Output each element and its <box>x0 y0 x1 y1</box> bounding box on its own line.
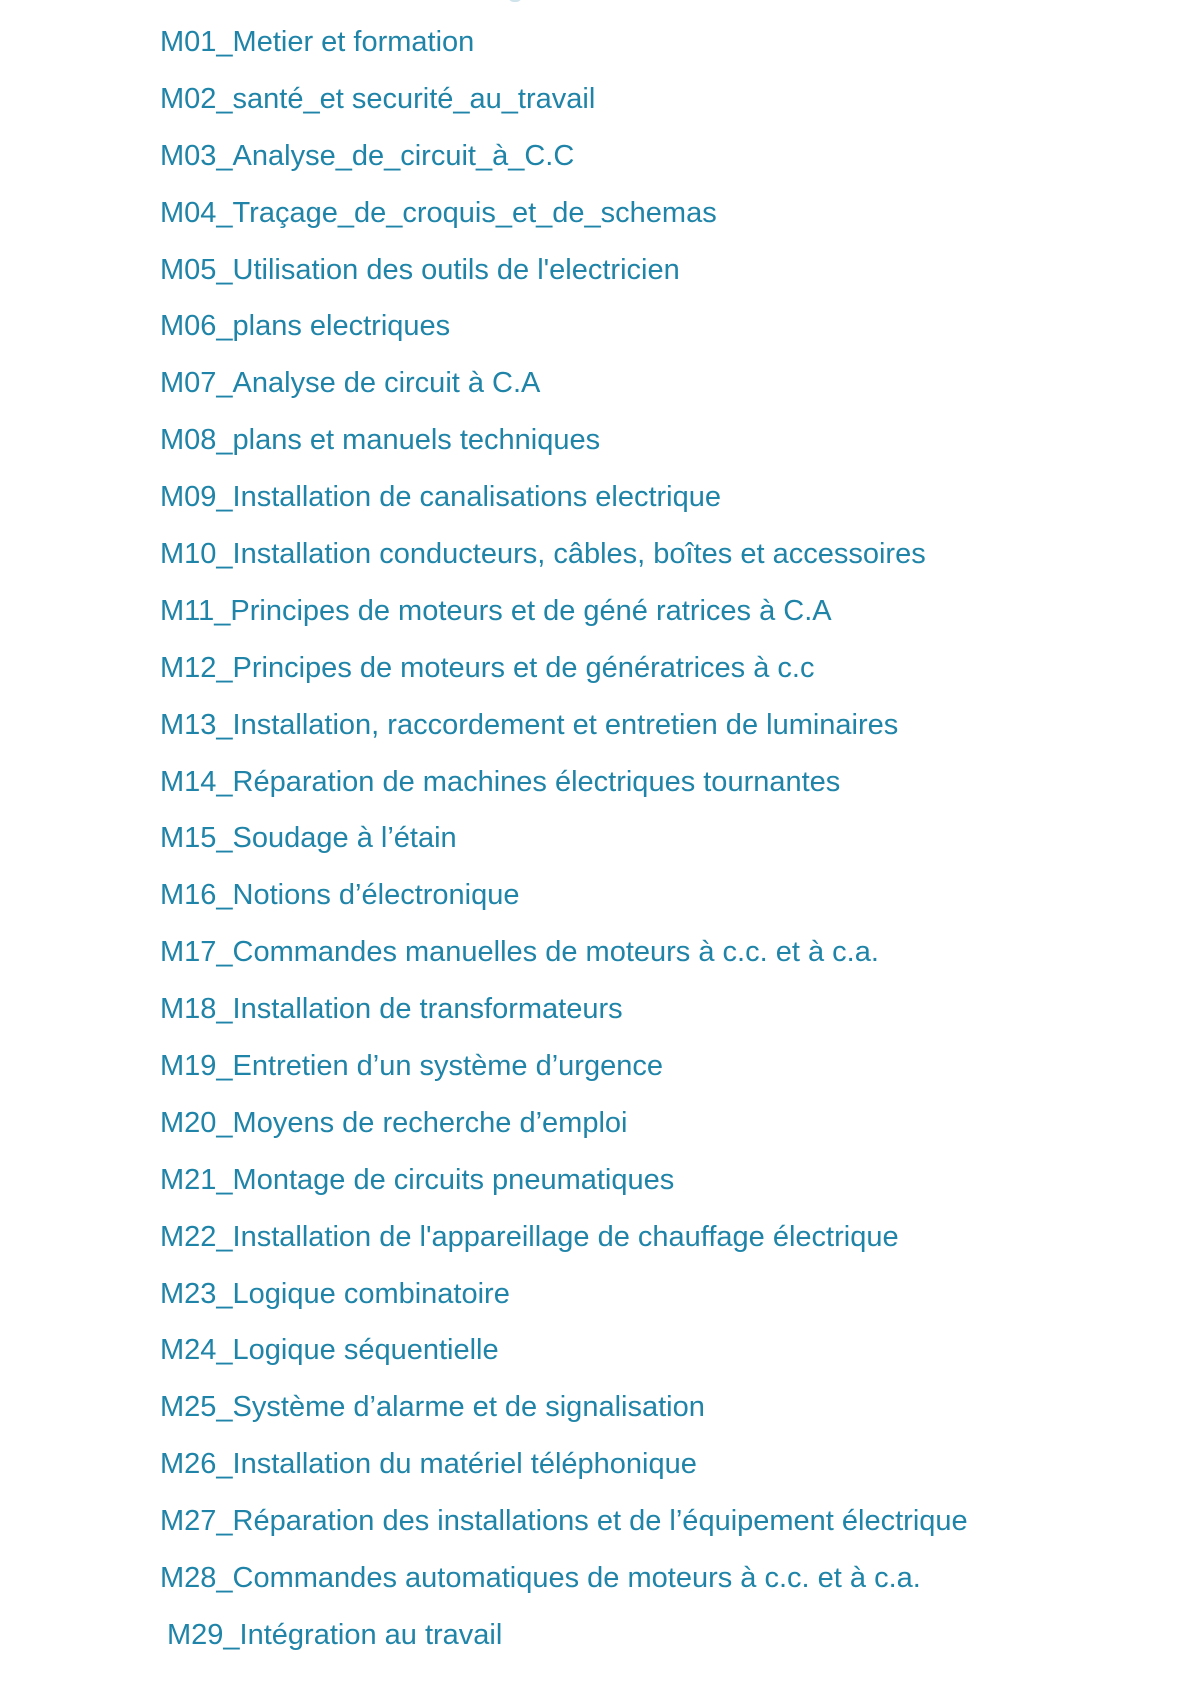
module-item-m21 <box>160 1158 1160 1215</box>
cropped-glyph-top <box>508 0 522 2</box>
module-item-m01 <box>160 20 1160 77</box>
module-link-m07[interactable]: M07_Analyse de circuit à C.A <box>160 367 541 400</box>
module-link-m28[interactable]: M28_Commandes automatiques de moteurs à c.c. et à c.a. <box>160 1562 921 1595</box>
module-link-m15[interactable]: M15_Soudage à l’étain <box>160 822 457 855</box>
module-item-m12 <box>160 646 1160 703</box>
module-link-m05[interactable]: M05_Utilisation des outils de l'electricien <box>160 253 680 286</box>
module-item-m10 <box>160 532 1160 589</box>
module-link-m06[interactable]: M06_plans electriques <box>160 310 451 343</box>
module-item-m07 <box>160 361 1160 418</box>
module-link-m17[interactable]: M17_Commandes manuelles de moteurs à c.c. et à c.a. <box>160 936 879 969</box>
module-item-m13 <box>160 703 1160 760</box>
module-link-m01[interactable]: M01_Metier et formation <box>160 26 475 58</box>
module-item-m17 <box>160 930 1160 987</box>
module-link-m24[interactable]: M24_Logique séquentielle <box>160 1334 499 1367</box>
module-item-m23 <box>160 1272 1160 1329</box>
module-link-m26[interactable]: M26_Installation du matériel téléphonique <box>160 1448 697 1481</box>
module-link-m09[interactable]: M09_Installation de canalisations electrique <box>160 481 722 514</box>
module-link-m19[interactable]: M19_Entretien d’un système d’urgence <box>160 1050 663 1083</box>
module-item-m14 <box>160 760 1160 817</box>
module-link-m12[interactable]: M12_Principes de moteurs et de génératrices à c.c <box>160 651 815 684</box>
module-item-m04 <box>160 191 1160 248</box>
module-item-m08 <box>160 418 1160 475</box>
module-item-m06 <box>160 304 1160 361</box>
module-list <box>160 20 1160 1670</box>
module-item-m03 <box>160 134 1160 191</box>
module-link-m13[interactable]: M13_Installation, raccordement et entretien de luminaires <box>160 708 899 741</box>
module-item-m25 <box>160 1385 1160 1442</box>
module-link-m23[interactable]: M23_Logique combinatoire <box>160 1277 510 1310</box>
module-link-m20[interactable]: M20_Moyens de recherche d’emploi <box>160 1106 628 1139</box>
module-item-m11 <box>160 589 1160 646</box>
module-link-m18[interactable]: M18_Installation de transformateurs <box>160 993 623 1026</box>
module-item-m22 <box>160 1215 1160 1272</box>
module-link-m10[interactable]: M10_Installation conducteurs, câbles, boîtes et accessoires <box>160 538 926 571</box>
module-item-m20 <box>160 1101 1160 1158</box>
module-link-m25[interactable]: M25_Système d’alarme et de signalisation <box>160 1391 705 1424</box>
module-item-m15 <box>160 816 1160 873</box>
module-item-m16 <box>160 873 1160 930</box>
module-item-m26 <box>160 1442 1160 1499</box>
module-link-m04[interactable]: M04_Traçage_de_croquis_et_de_schemas <box>160 196 717 229</box>
module-link-m08[interactable]: M08_plans et manuels techniques <box>160 424 601 457</box>
module-link-m03[interactable]: M03_Analyse_de_circuit_à_C.C <box>160 139 575 172</box>
module-link-m27[interactable]: M27_Réparation des installations et de l’équipement électrique <box>160 1505 968 1538</box>
module-item-m27 <box>160 1499 1160 1556</box>
module-link-m21[interactable]: M21_Montage de circuits pneumatiques <box>160 1163 675 1196</box>
module-item-m28 <box>160 1556 1160 1613</box>
module-item-m24 <box>160 1328 1160 1385</box>
module-link-m29[interactable]: M29_Intégration au travail <box>167 1618 503 1651</box>
module-item-m02 <box>160 77 1160 134</box>
module-item-m29 <box>160 1613 1160 1670</box>
module-link-m14[interactable]: M14_Réparation de machines électriques tournantes <box>160 765 841 798</box>
module-item-m19 <box>160 1044 1160 1101</box>
module-link-m02[interactable]: M02_santé_et securité_au_travail <box>160 82 596 115</box>
module-link-m11[interactable]: M11_Principes de moteurs et de géné ratrices à C.A <box>160 594 832 627</box>
module-link-m16[interactable]: M16_Notions d’électronique <box>160 879 520 912</box>
module-link-m22[interactable]: M22_Installation de l'appareillage de chauffage électrique <box>160 1220 899 1253</box>
module-item-m09 <box>160 475 1160 532</box>
module-item-m18 <box>160 987 1160 1044</box>
module-item-m05 <box>160 248 1160 305</box>
